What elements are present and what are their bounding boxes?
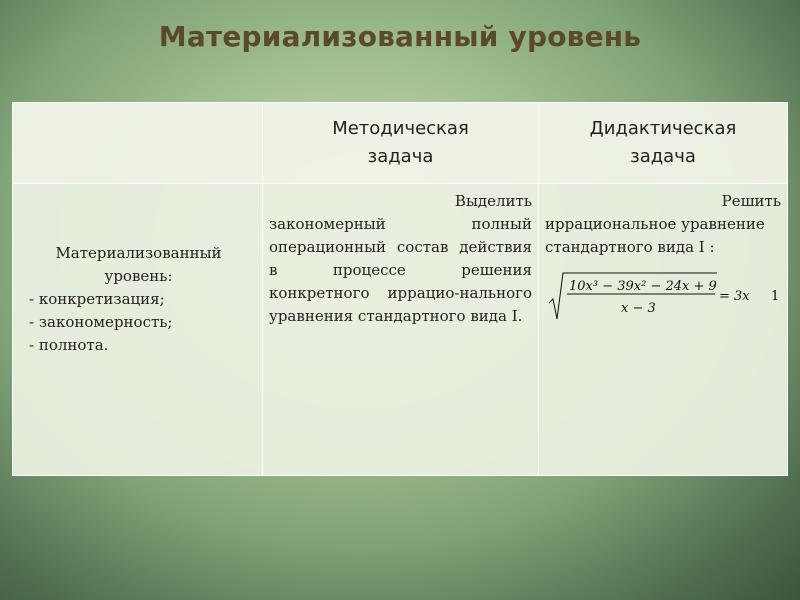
header-methodical-task (263, 103, 539, 184)
header-empty-cell (13, 103, 263, 184)
header-methodical-label: Методическая задача (332, 118, 469, 167)
list-item: - закономерность; (29, 313, 173, 331)
didactic-first-word: Решить (721, 192, 781, 210)
didactic-task-cell (539, 184, 788, 476)
equation-formula (547, 269, 781, 321)
didactic-text: иррациональное уравнение стандартного вида I : (545, 215, 765, 256)
methodical-first-word: Выделить (454, 192, 532, 210)
formula-tail: 1 (771, 289, 780, 304)
header-didactic-label: Дидактическая задача (589, 118, 737, 167)
formula-numerator: 10x³ − 39x² − 24x + 9 (569, 279, 717, 294)
methodical-task-cell (263, 184, 539, 476)
list-item: - полнота. (29, 336, 109, 354)
table-row (13, 184, 788, 476)
header-didactic-task (539, 103, 788, 184)
table-header-row (13, 103, 788, 184)
task-table (12, 102, 788, 476)
slide-title: Материализованный уровень (158, 20, 642, 53)
level-title: Материализованный уровень: (55, 244, 222, 285)
methodical-text: закономерный полный операционный состав действия в процессе решения конкретного иррацио-нального уравнения стандартного вида I. (269, 215, 532, 325)
level-list (23, 288, 254, 357)
list-item: - конкретизация; (29, 290, 165, 308)
formula-denominator: x − 3 (621, 301, 656, 316)
formula-rhs: = 3x (719, 289, 750, 304)
level-cell (13, 184, 263, 476)
